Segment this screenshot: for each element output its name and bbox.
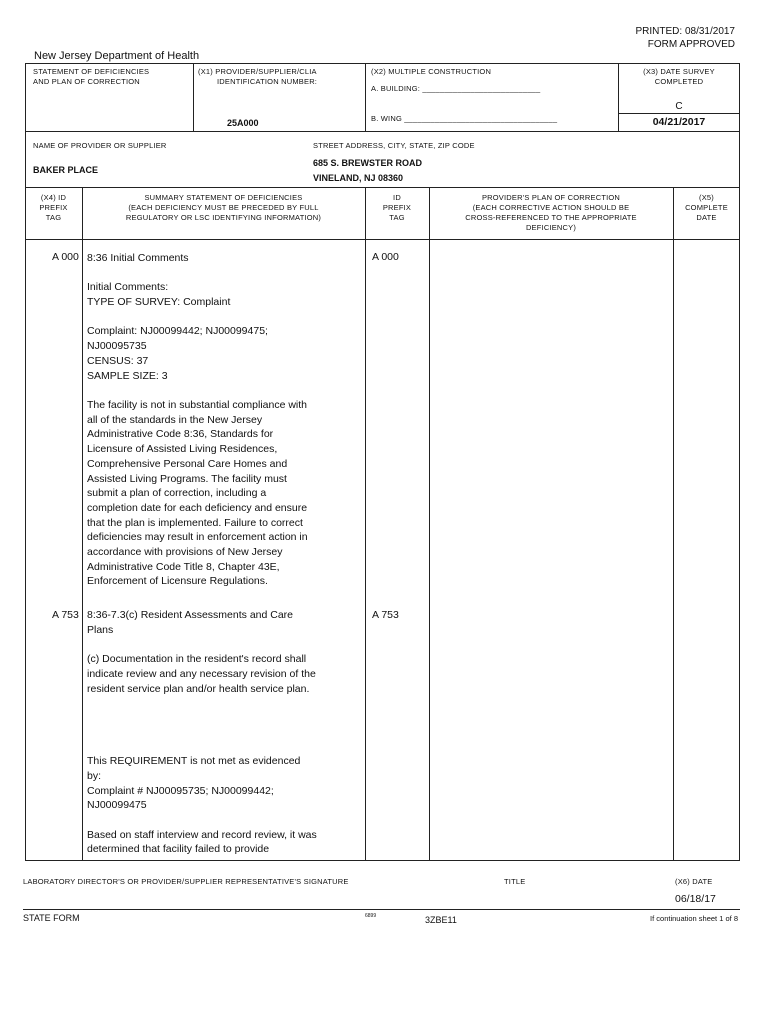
x4-header: (X4) ID PREFIX TAG — [39, 193, 68, 222]
a000-prefix-tag: A 000 — [52, 251, 79, 263]
a753-summary — [87, 608, 362, 872]
a000-summary — [87, 251, 362, 604]
a753-prefix-tag: A 753 — [52, 609, 79, 621]
survey-letter: C — [675, 101, 683, 112]
provider-name: BAKER PLACE — [33, 165, 99, 175]
signature-date: 06/18/17 — [675, 893, 716, 905]
a753-title: 8:36-7.3(c) Resident Assessments and Care Plans — [87, 609, 294, 636]
state-form-label: STATE FORM — [23, 913, 80, 923]
address-line-2: VINELAND, NJ 08360 — [313, 173, 404, 183]
agency-name: New Jersey Department of Health — [34, 50, 200, 62]
x2-label: (X2) MULTIPLE CONSTRUCTION — [371, 67, 492, 76]
a000-complaints: Complaint: NJ00099442; NJ00099475; NJ00095735 CENSUS: 37 SAMPLE SIZE: 3 — [87, 325, 268, 382]
x5-header: (X5) COMPLETE DATE — [685, 193, 728, 222]
x3-label: (X3) DATE SURVEY COMPLETED — [643, 67, 715, 86]
survey-date: 04/21/2017 — [652, 116, 706, 128]
a000-title: 8:36 Initial Comments — [87, 252, 189, 264]
address-label: STREET ADDRESS, CITY, STATE, ZIP CODE — [313, 141, 475, 150]
provider-name-label: NAME OF PROVIDER OR SUPPLIER — [33, 141, 167, 150]
a000-compliance-text: The facility is not in substantial compliance with all of the standards in the New Jersey Administrative Code 8:36, Standards for Licensure of Assisted Living Residences, Comprehensive Personal Care Homes and Assisted Living Programs. The facility must submit a plan of correction, including a completion date for each deficiency and ensure that the plan is implemented. Failure to correct deficiencies may result in enforcement action in accordance with provisions of New Jersey Administrative Code Title 8, Chapter 43E, Enforcement of Licensure Regulations. — [87, 398, 308, 588]
signature-label: LABORATORY DIRECTOR'S OR PROVIDER/SUPPLIER REPRESENTATIVE'S SIGNATURE — [23, 877, 349, 886]
summary-header: SUMMARY STATEMENT OF DEFICIENCIES (EACH DEFICIENCY MUST BE PRECEDED BY FULL REGULATORY OR LSC IDENTIFYING INFORMATION) — [125, 193, 322, 222]
provider-id: 25A000 — [227, 118, 259, 128]
a000-initial-comments: Initial Comments: TYPE OF SURVEY: Complaint — [87, 281, 231, 309]
event-id: 3ZBE11 — [425, 915, 457, 925]
form-approved: FORM APPROVED — [647, 39, 735, 50]
plan-header: PROVIDER'S PLAN OF CORRECTION (EACH CORRECTIVE ACTION SHOULD BE CROSS-REFERENCED TO THE APPROPRIATE DEFICIENCY) — [465, 193, 637, 232]
continuation-sheet: If continuation sheet 1 of 8 — [650, 914, 738, 923]
a753-id-tag: A 753 — [372, 609, 399, 621]
a000-id-tag: A 000 — [372, 251, 399, 263]
title-label: TITLE — [504, 877, 526, 886]
x1-label: (X1) PROVIDER/SUPPLIER/CLIA IDENTIFICATION NUMBER: — [198, 67, 318, 86]
a753-regulation: (c) Documentation in the resident's record shall indicate review and any necessary revision of the resident service plan and/or health service plan. — [87, 653, 316, 695]
statement-label: STATEMENT OF DEFICIENCIES AND PLAN OF CORRECTION — [33, 67, 150, 86]
building-field: A. BUILDING: ___________________________ — [371, 84, 541, 93]
a753-requirement: This REQUIREMENT is not met as evidenced by: Complaint # NJ00095735; NJ00099442; NJ00099475 — [87, 755, 301, 812]
address-line-1: 685 S. BREWSTER ROAD — [313, 158, 423, 168]
x6-label: (X6) DATE — [675, 877, 713, 886]
wing-field: B. WING ___________________________________ — [371, 114, 558, 123]
id-header: ID PREFIX TAG — [382, 193, 412, 222]
printed-date: PRINTED: 08/31/2017 — [635, 26, 735, 37]
a753-finding: Based on staff interview and record review, it was determined that facility failed to provide — [87, 828, 317, 856]
form-number: 6899 — [365, 913, 377, 919]
